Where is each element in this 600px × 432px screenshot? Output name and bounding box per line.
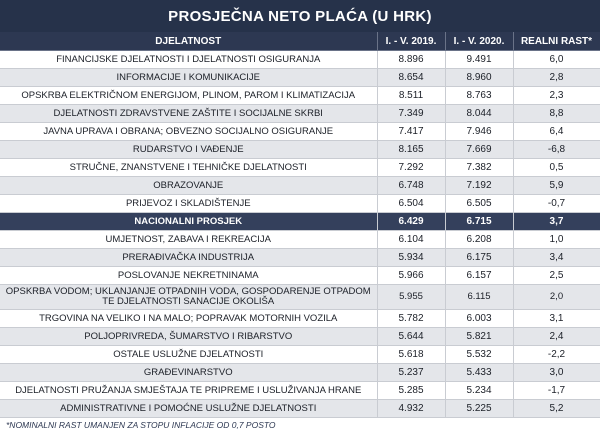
sector-cell: OSTALE USLUŽNE DJELATNOSTI [0,346,377,364]
sector-cell: OPSKRBA ELEKTRIČNOM ENERGIJOM, PLINOM, PAROM I KLIMATIZACIJA [0,87,377,105]
value-2020-cell: 6.715 [445,213,513,231]
value-2020-cell: 8.960 [445,69,513,87]
value-2020-cell: 5.532 [445,346,513,364]
sector-cell: UMJETNOST, ZABAVA I REKREACIJA [0,231,377,249]
growth-cell: 0,5 [513,159,600,177]
value-2019-cell: 8.654 [377,69,445,87]
value-2020-cell: 6.505 [445,195,513,213]
table-row [0,328,600,346]
value-2020-cell: 7.669 [445,141,513,159]
value-2019-cell: 5.237 [377,364,445,382]
value-2020-cell: 5.433 [445,364,513,382]
value-2020-cell: 7.382 [445,159,513,177]
header-2019: I. - V. 2019. [377,32,445,51]
table-row [0,285,600,310]
value-2019-cell: 5.644 [377,328,445,346]
sector-cell: PRIJEVOZ I SKLADIŠTENJE [0,195,377,213]
value-2019-cell: 6.104 [377,231,445,249]
sector-cell: JAVNA UPRAVA I OBRANA; OBVEZNO SOCIJALNO OSIGURANJE [0,123,377,141]
value-2020-cell: 5.234 [445,382,513,400]
value-2019-cell: 8.511 [377,87,445,105]
value-2020-cell: 7.192 [445,177,513,195]
value-2020-cell: 5.821 [445,328,513,346]
header-row [0,32,600,51]
table-row [0,400,600,418]
growth-cell: 2,0 [513,285,600,310]
growth-cell: -0,7 [513,195,600,213]
value-2019-cell: 5.782 [377,310,445,328]
growth-cell: 5,9 [513,177,600,195]
table-row [0,69,600,87]
sector-cell: DJELATNOSTI PRUŽANJA SMJEŠTAJA TE PRIPREME I USLUŽIVANJA HRANE [0,382,377,400]
table-row [0,267,600,285]
footnote: *NOMINALNI RAST UMANJEN ZA STOPU INFLACIJE OD 0,7 POSTO [6,420,276,430]
table-row [0,141,600,159]
table-row [0,123,600,141]
value-2020-cell: 6.175 [445,249,513,267]
value-2019-cell: 7.349 [377,105,445,123]
sector-cell: FINANCIJSKE DJELATNOSTI I DJELATNOSTI OSIGURANJA [0,51,377,69]
value-2020-cell: 8.763 [445,87,513,105]
value-2020-cell: 7.946 [445,123,513,141]
sector-cell: OPSKRBA VODOM; UKLANJANJE OTPADNIH VODA, GOSPODARENJE OTPADOM TE DJELATNOSTI SANACIJE OKOLIŠA [0,285,377,310]
value-2019-cell: 4.932 [377,400,445,418]
value-2020-cell: 6.003 [445,310,513,328]
sector-cell: RUDARSTVO I VAĐENJE [0,141,377,159]
table-row [0,249,600,267]
value-2019-cell: 7.417 [377,123,445,141]
growth-cell: 2,5 [513,267,600,285]
table-title: PROSJEČNA NETO PLAĆA (U HRK) [0,0,600,32]
growth-cell: -6,8 [513,141,600,159]
sector-cell: POSLOVANJE NEKRETNINAMA [0,267,377,285]
sector-cell: PRERAĐIVAČKA INDUSTRIJA [0,249,377,267]
growth-cell: -1,7 [513,382,600,400]
sector-cell: DJELATNOSTI ZDRAVSTVENE ZAŠTITE I SOCIJALNE SKRBI [0,105,377,123]
growth-cell: 3,0 [513,364,600,382]
growth-cell: 2,8 [513,69,600,87]
value-2019-cell: 6.429 [377,213,445,231]
value-2019-cell: 5.934 [377,249,445,267]
value-2019-cell: 8.896 [377,51,445,69]
value-2020-cell: 9.491 [445,51,513,69]
growth-cell: 3,1 [513,310,600,328]
value-2019-cell: 5.618 [377,346,445,364]
table-row [0,346,600,364]
value-2019-cell: 8.165 [377,141,445,159]
header-2020: I. - V. 2020. [445,32,513,51]
table-row [0,195,600,213]
growth-cell: 3,4 [513,249,600,267]
growth-cell: -2,2 [513,346,600,364]
growth-cell: 2,4 [513,328,600,346]
growth-cell: 6,4 [513,123,600,141]
value-2020-cell: 8.044 [445,105,513,123]
sector-cell: TRGOVINA NA VELIKO I NA MALO; POPRAVAK MOTORNIH VOZILA [0,310,377,328]
value-2020-cell: 6.208 [445,231,513,249]
value-2020-cell: 5.225 [445,400,513,418]
header-sector: DJELATNOST [0,32,377,51]
sector-cell: GRAĐEVINARSTVO [0,364,377,382]
sector-cell: INFORMACIJE I KOMUNIKACIJE [0,69,377,87]
value-2019-cell: 5.285 [377,382,445,400]
value-2019-cell: 6.504 [377,195,445,213]
table-row [0,382,600,400]
table-row [0,159,600,177]
growth-cell: 6,0 [513,51,600,69]
value-2019-cell: 7.292 [377,159,445,177]
growth-cell: 5,2 [513,400,600,418]
table-row [0,231,600,249]
value-2019-cell: 6.748 [377,177,445,195]
value-2020-cell: 6.115 [445,285,513,310]
growth-cell: 8,8 [513,105,600,123]
value-2020-cell: 6.157 [445,267,513,285]
table-row [0,87,600,105]
sector-cell: STRUČNE, ZNANSTVENE I TEHNIČKE DJELATNOSTI [0,159,377,177]
sector-cell: ADMINISTRATIVNE I POMOĆNE USLUŽNE DJELATNOSTI [0,400,377,418]
growth-cell: 3,7 [513,213,600,231]
sector-cell: OBRAZOVANJE [0,177,377,195]
value-2019-cell: 5.966 [377,267,445,285]
sector-cell: POLJOPRIVREDA, ŠUMARSTVO I RIBARSTVO [0,328,377,346]
header-real-growth: REALNI RAST* [513,32,600,51]
salary-table [0,32,600,418]
table-row [0,51,600,69]
growth-cell: 1,0 [513,231,600,249]
table-row [0,310,600,328]
sector-cell: NACIONALNI PROSJEK [0,213,377,231]
table-row [0,364,600,382]
table-row [0,105,600,123]
table-row [0,177,600,195]
national-average-row [0,213,600,231]
growth-cell: 2,3 [513,87,600,105]
value-2019-cell: 5.955 [377,285,445,310]
